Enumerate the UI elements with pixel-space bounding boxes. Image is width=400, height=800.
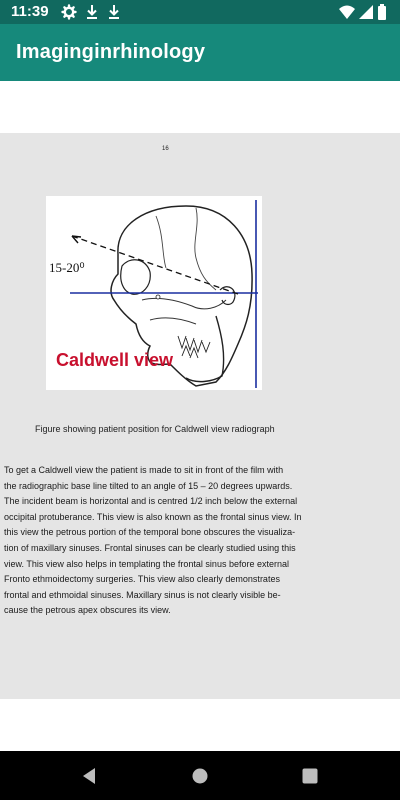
page-number: 16 (162, 146, 169, 152)
home-icon[interactable] (189, 765, 211, 787)
body-line: Fronto ethmoidectomy surgeries. This view also clearly demonstrates (4, 574, 280, 585)
document-page[interactable] (0, 133, 400, 699)
battery-icon (377, 4, 387, 20)
body-line: cause the petrous apex obscures its view. (4, 605, 171, 616)
download-icon (84, 4, 100, 20)
signal-icon (358, 4, 374, 20)
app-title: Imaginginrhinology (16, 41, 206, 63)
caldwell-view-figure (46, 196, 262, 390)
body-line: view. This view also helps in templating the frontal sinus before external (4, 558, 289, 569)
body-line: To get a Caldwell view the patient is made to sit in front of the film with (4, 465, 284, 475)
app-bar (0, 24, 400, 81)
wifi-icon (338, 4, 356, 20)
content-bottom-margin (0, 699, 400, 751)
figure-caption: Figure showing patient position for Caldwell view radiograph (35, 424, 275, 434)
back-icon[interactable] (78, 765, 100, 787)
angle-label: 15-20⁰ (49, 260, 85, 275)
recents-icon[interactable] (299, 765, 321, 787)
figure-image-caption: Caldwell view (56, 350, 174, 370)
body-line: The incident beam is horizontal and is centred 1/2 inch below the external (4, 496, 298, 507)
body-paragraph (4, 463, 340, 619)
body-line: tion of maxillary sinuses. Frontal sinuses can be clearly studied using this (4, 542, 296, 553)
navigation-bar (0, 751, 400, 800)
content-top-margin (0, 81, 400, 133)
download-icon (106, 4, 122, 20)
body-line: frontal and ethmoidal sinuses. Maxillary sinus is not clearly visible be- (4, 589, 281, 600)
body-line: the radiographic base line tilted to an angle of 15 – 20 degrees upwards. (4, 480, 293, 491)
body-line: occipital protuberance. This view is also known as the frontal sinus view. In (4, 511, 302, 522)
body-line: this view the petrous portion of the temporal bone obscures the visualiza- (4, 527, 296, 538)
status-bar (0, 0, 400, 24)
gear-icon (61, 4, 77, 20)
status-time: 11:39 (11, 3, 49, 20)
